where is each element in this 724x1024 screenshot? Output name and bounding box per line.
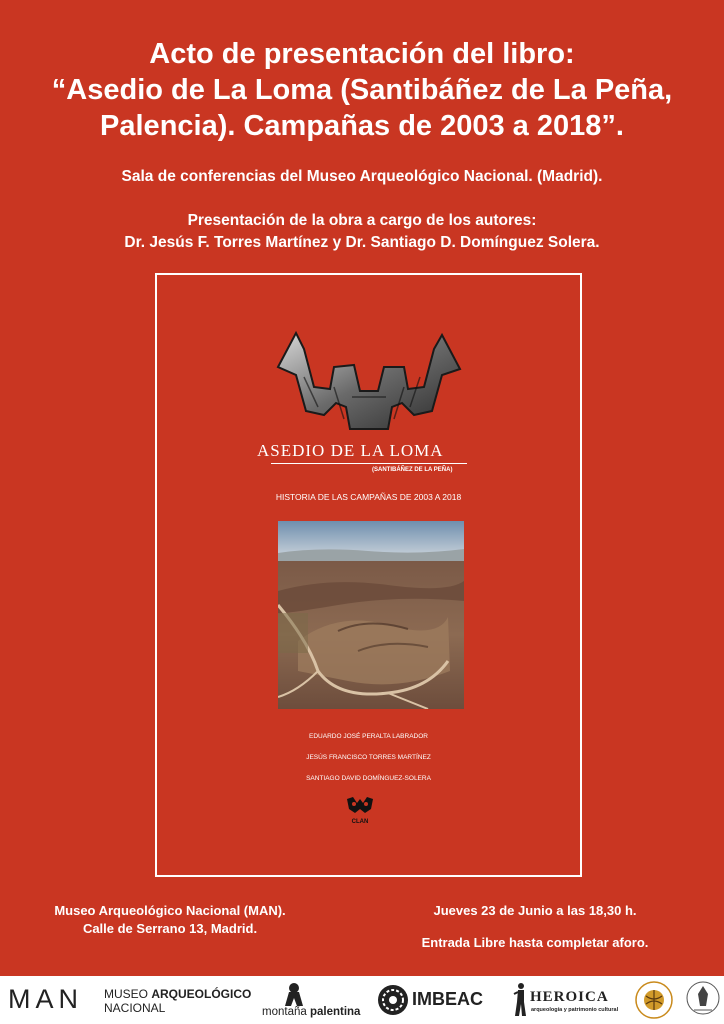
heroica-logo-text: HEROICA bbox=[530, 989, 609, 1005]
imbeac-scin-seal-icon bbox=[634, 980, 674, 1020]
heroica-logo-subtitle: arqueología y patrimonio cultural bbox=[531, 1007, 619, 1013]
man-logo-text bbox=[104, 987, 251, 1015]
montana-palentina-icon bbox=[283, 982, 305, 1006]
address-line-1: Museo Arqueológico Nacional (MAN). bbox=[54, 903, 286, 918]
event-date: Jueves 23 de Junio a las 18,30 h. bbox=[433, 903, 637, 918]
imbeac-emblem-icon bbox=[377, 984, 409, 1016]
book-cover bbox=[155, 273, 582, 877]
montana-text-a: montaña bbox=[262, 1006, 307, 1018]
cover-history: HISTORIA DE LAS CAMPAÑAS DE 2003 A 2018 bbox=[275, 492, 462, 502]
presenters-line-2: Dr. Jesús F. Torres Martínez y Dr. Santiago D. Domínguez Solera. bbox=[124, 234, 600, 251]
event-info bbox=[400, 902, 670, 952]
cover-title-rule bbox=[271, 463, 467, 464]
sponsor-logo-strip bbox=[0, 976, 724, 1024]
title-line-2: “Asedio de La Loma (Santibáñez de La Peña, bbox=[51, 74, 673, 106]
cover-subtitle: (SANTIBÁÑEZ DE LA PEÑA) bbox=[372, 467, 453, 473]
title-line-1: Acto de presentación del libro: bbox=[149, 38, 575, 70]
heritage-seal-icon bbox=[684, 980, 722, 1020]
presenters-block bbox=[0, 210, 724, 254]
man-logo-line1b: ARQUEOLÓGICO bbox=[151, 987, 252, 1001]
heroica-figure-icon bbox=[512, 982, 528, 1018]
man-logo-line1a: MUSEO bbox=[104, 987, 152, 1001]
presenters-line-1: Presentación de la obra a cargo de los autores: bbox=[187, 212, 537, 229]
poster-header bbox=[0, 36, 724, 254]
aerial-photo bbox=[278, 521, 464, 709]
publisher-logo bbox=[345, 795, 375, 826]
clan-icon bbox=[345, 795, 375, 821]
man-logo-mark: MAN bbox=[8, 984, 83, 1014]
bronze-artifact-icon bbox=[274, 327, 464, 437]
title-line-3: Palencia). Campañas de 2003 a 2018”. bbox=[100, 110, 624, 142]
publisher-name: CLAN bbox=[351, 819, 369, 825]
entry-note: Entrada Libre hasta completar aforo. bbox=[421, 935, 649, 950]
imbeac-logo-text: IMBEAC bbox=[412, 989, 483, 1009]
cover-author-3: SANTIAGO DAVID DOMÍNGUEZ-SOLERA bbox=[306, 775, 431, 782]
cover-authors bbox=[157, 732, 580, 795]
cover-author-2: JESÚS FRANCISCO TORRES MARTÍNEZ bbox=[306, 754, 431, 761]
man-logo-line2: NACIONAL bbox=[104, 1001, 166, 1015]
cover-title: ASEDIO DE LA LOMA bbox=[257, 441, 444, 460]
cover-author-1: EDUARDO JOSÉ PERALTA LABRADOR bbox=[309, 733, 428, 740]
montana-palentina-logo bbox=[262, 1006, 360, 1018]
montana-text-b: palentina bbox=[309, 1006, 361, 1018]
address-line-2: Calle de Serrano 13, Madrid. bbox=[82, 921, 258, 936]
address-block bbox=[50, 902, 290, 938]
venue-text: Sala de conferencias del Museo Arqueológico Nacional. (Madrid). bbox=[121, 168, 603, 185]
